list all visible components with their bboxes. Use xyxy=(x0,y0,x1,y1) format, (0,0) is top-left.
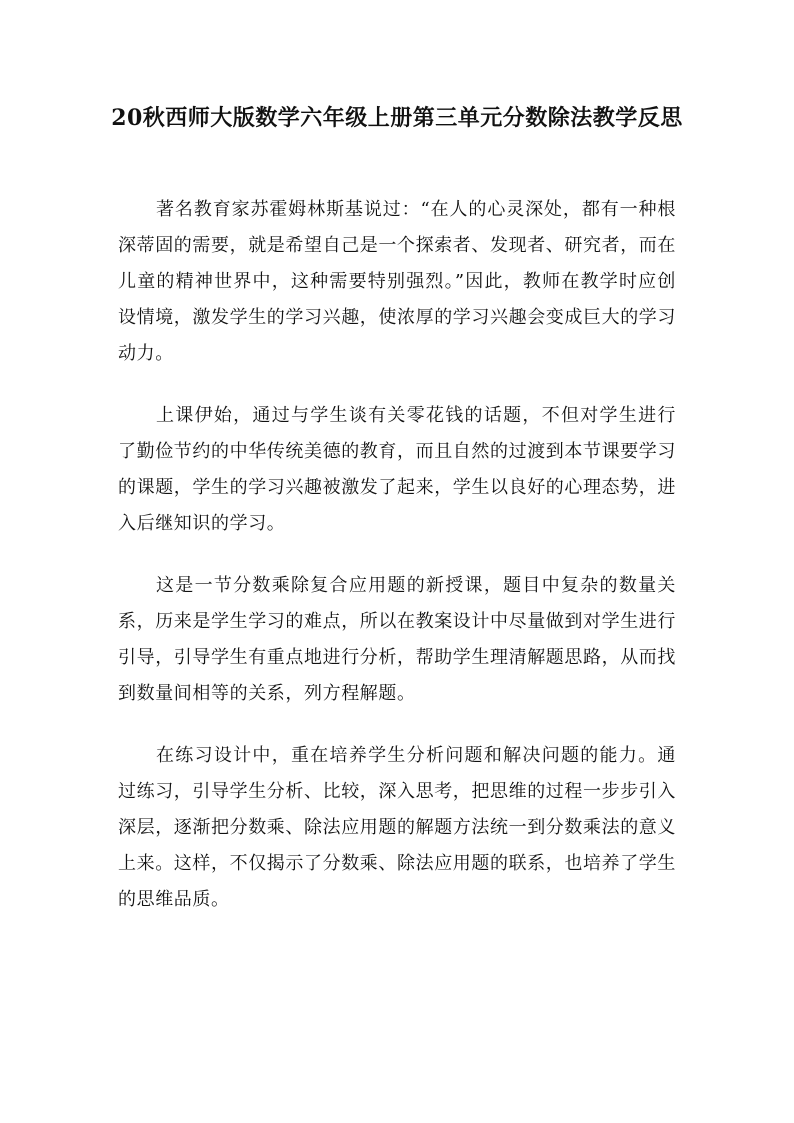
document-title: 20秋西师大版数学六年级上册第三单元分数除法教学反思 xyxy=(111,105,683,131)
paragraph-4: 在练习设计中，重在培养学生分析问题和解决问题的能力。通过练习，引导学生分析、比较，深入思考，把思维的过程一步步引入深层，逐渐把分数乘、除法应用题的解题方法统一到分数乘法的意义上来。这样，不仅揭示了分数乘、除法应用题的联系，也培养了学生的思维品质。 xyxy=(118,745,676,910)
paragraph-3: 这是一节分数乘除复合应用题的新授课，题目中复杂的数量关系，历来是学生学习的难点，所以在教案设计中尽量做到对学生进行引导，引导学生有重点地进行分析，帮助学生理清解题思路，从而找到数量间相等的关系，列方程解题。 xyxy=(118,575,676,704)
paragraph-2: 上课伊始，通过与学生谈有关零花钱的话题，不但对学生进行了勤俭节约的中华传统美德的教育，而且自然的过渡到本节课要学习的课题，学生的学习兴趣被激发了起来，学生以良好的心理态势，进入后继知识的学习。 xyxy=(118,405,676,534)
document-body xyxy=(118,192,676,944)
paragraph-1: 著名教育家苏霍姆林斯基说过：“在人的心灵深处，都有一种根深蒂固的需要，就是希望自己是一个探索者、发现者、研究者，而在儿童的精神世界中，这种需要特别强烈。”因此，教师在教学时应创设情境，激发学生的学习兴趣，使浓厚的学习兴趣会变成巨大的学习动力。 xyxy=(118,199,676,364)
